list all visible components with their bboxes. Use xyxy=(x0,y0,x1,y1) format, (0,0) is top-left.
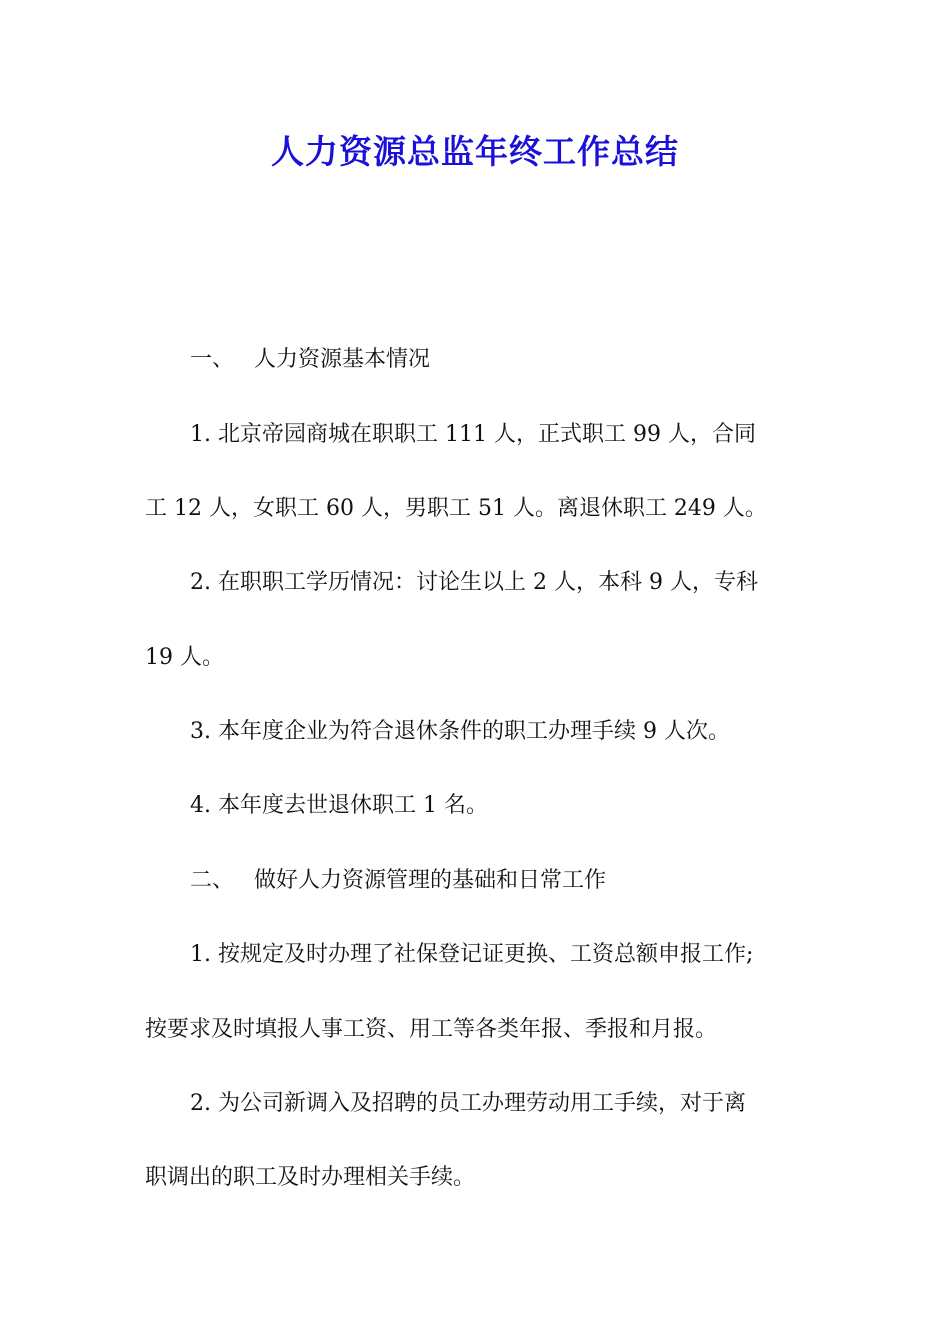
paragraph-line: 3. 本年度企业为符合退休条件的职工办理手续 9 人次。 xyxy=(190,719,730,744)
paragraph-line: 2. 为公司新调入及招聘的员工办理劳动用工手续，对于离 xyxy=(190,1091,746,1116)
paragraph-line: 19 人。 xyxy=(145,645,224,670)
section-heading-text: 人力资源基本情况 xyxy=(254,347,431,372)
paragraph-line: 职调出的职工及时办理相关手续。 xyxy=(145,1165,476,1190)
paragraph-line: 4. 本年度去世退休职工 1 名。 xyxy=(190,793,488,818)
paragraph-line: 1. 北京帝园商城在职职工 111 人，正式职工 99 人，合同 xyxy=(190,422,756,447)
paragraph-line: 2. 在职职工学历情况：讨论生以上 2 人，本科 9 人，专科 xyxy=(190,570,758,595)
paragraph-line: 工 12 人，女职工 60 人，男职工 51 人。离退休职工 249 人。 xyxy=(145,496,767,521)
section-heading-2 xyxy=(190,865,606,897)
paragraph-line: 1. 按规定及时办理了社保登记证更换、工资总额申报工作; xyxy=(190,942,754,967)
document-title: 人力资源总监年终工作总结 xyxy=(271,132,679,171)
section-number: 二、 xyxy=(190,868,235,893)
section-number: 一、 xyxy=(190,347,235,372)
section-heading-1 xyxy=(190,344,430,376)
section-heading-text: 做好人力资源管理的基础和日常工作 xyxy=(254,868,607,893)
paragraph-line: 按要求及时填报人事工资、用工等各类年报、季报和月报。 xyxy=(145,1017,718,1042)
